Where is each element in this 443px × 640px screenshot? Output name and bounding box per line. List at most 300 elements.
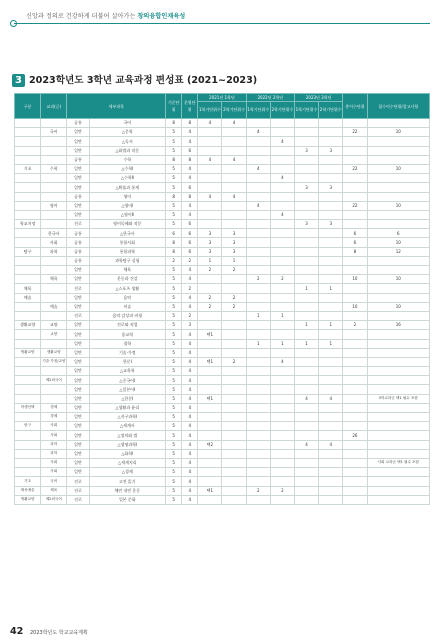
table-cell (246, 302, 270, 311)
table-cell (367, 293, 430, 302)
table-cell: 1 (198, 256, 222, 265)
table-cell (222, 486, 246, 495)
table-cell (343, 284, 367, 293)
table-cell: 종교학 (89, 330, 166, 339)
table-cell: 공통 (67, 119, 89, 128)
table-cell: 탐구 (15, 422, 41, 431)
table-cell: 2 (222, 302, 246, 311)
table-cell (270, 119, 294, 128)
table-cell (246, 376, 270, 385)
table-cell (319, 293, 343, 302)
table-cell: 5 (166, 146, 182, 155)
table-cell (294, 293, 318, 302)
table-cell (343, 357, 367, 366)
table-cell (15, 275, 41, 284)
table-cell: 2 (182, 284, 198, 293)
table-row (15, 357, 430, 366)
table-row (15, 431, 430, 440)
table-cell (246, 468, 270, 477)
table-cell: 6 (166, 229, 182, 238)
table-cell: 4 (182, 495, 198, 504)
table-cell (294, 348, 318, 357)
table-cell: 1 (294, 284, 318, 293)
table-cell: 일반 (67, 367, 89, 376)
table-cell (294, 413, 318, 422)
th-unit: 운영단위 (182, 94, 198, 119)
table-row (15, 486, 430, 495)
table-cell: 3 (182, 321, 198, 330)
table-cell (343, 367, 367, 376)
table-cell: △경제 (89, 468, 166, 477)
table-cell: 2 (166, 256, 182, 265)
table-cell (41, 385, 67, 394)
table-cell (319, 422, 343, 431)
curriculum-table (14, 93, 430, 505)
table-cell (222, 449, 246, 458)
table-cell: 10 (367, 302, 430, 311)
table-cell (198, 321, 222, 330)
table-cell (246, 137, 270, 146)
table-cell (319, 330, 343, 339)
table-cell (222, 440, 246, 449)
lower-rows (15, 330, 430, 505)
table-cell (15, 394, 41, 403)
table-cell: 5 (166, 477, 182, 486)
table-cell: 1 (270, 311, 294, 320)
table-cell (294, 311, 318, 320)
table-cell (222, 458, 246, 467)
table-cell (246, 210, 270, 219)
table-cell (198, 174, 222, 183)
table-cell (246, 192, 270, 201)
table-cell (319, 468, 343, 477)
table-row (15, 229, 430, 238)
table-cell (222, 128, 246, 137)
table-cell (270, 220, 294, 229)
table-cell: 사회 (41, 458, 67, 467)
table-cell: 2 (182, 311, 198, 320)
table-cell: 5 (166, 486, 182, 495)
table-cell: 일반 (67, 164, 89, 173)
table-cell: 4 (319, 440, 343, 449)
table-cell (294, 137, 318, 146)
table-cell: △영어Ⅰ (89, 201, 166, 210)
table-cell: 4 (182, 293, 198, 302)
table-cell (198, 137, 222, 146)
table-cell (15, 431, 41, 440)
table-cell (246, 119, 270, 128)
table-cell: 10 (367, 164, 430, 173)
table-cell (343, 422, 367, 431)
table-cell (343, 119, 367, 128)
table-cell (367, 174, 430, 183)
table-cell (343, 256, 367, 265)
table-cell (41, 220, 67, 229)
table-cell (294, 128, 318, 137)
table-cell (15, 468, 41, 477)
table-row (15, 256, 430, 265)
table-cell (222, 431, 246, 440)
table-cell: 8 (343, 247, 367, 256)
table-cell: 1 (222, 256, 246, 265)
table-row (15, 376, 430, 385)
table-cell (294, 458, 318, 467)
table-cell (270, 192, 294, 201)
table-cell (246, 357, 270, 366)
table-cell: 5 (166, 495, 182, 504)
table-cell: 6 (367, 229, 430, 238)
table-cell (246, 220, 270, 229)
table-cell (246, 321, 270, 330)
table-cell: △영어Ⅱ (89, 210, 166, 219)
table-cell (367, 137, 430, 146)
table-cell: 과학 (41, 247, 67, 256)
table-cell (41, 192, 67, 201)
table-cell: 철학 (89, 339, 166, 348)
table-cell: 진로와 직업 (89, 321, 166, 330)
table-cell (198, 146, 222, 155)
table-cell (246, 385, 270, 394)
table-cell: 일반 (67, 394, 89, 403)
table-cell: 5 (166, 413, 182, 422)
table-cell (15, 302, 41, 311)
table-cell (294, 422, 318, 431)
table-cell: 4 (182, 431, 198, 440)
table-cell: 8 (182, 155, 198, 164)
table-cell: 4 (182, 403, 198, 412)
table-cell: 예술 (15, 293, 41, 302)
th-sem1: 1학기단위수 (294, 102, 318, 119)
table-cell: 진로 (67, 477, 89, 486)
table-cell: 3 (222, 247, 246, 256)
table-cell (294, 330, 318, 339)
th-area: 구분 (15, 94, 41, 119)
table-cell: 10 (343, 275, 367, 284)
table-cell (15, 413, 41, 422)
table-cell: 일반 (67, 440, 89, 449)
table-cell (270, 422, 294, 431)
table-cell: △세계사 (89, 422, 166, 431)
table-cell: 2 (270, 486, 294, 495)
table-cell (294, 403, 318, 412)
table-cell (222, 174, 246, 183)
curriculum-table-wrap (14, 93, 430, 505)
table-cell (270, 403, 294, 412)
table-cell: 4 (182, 302, 198, 311)
table-cell (343, 413, 367, 422)
table-cell (319, 302, 343, 311)
table-cell: △화학Ⅰ (89, 449, 166, 458)
table-cell: 국어 (41, 477, 67, 486)
table-cell: 영어 (41, 201, 67, 210)
table-cell (246, 146, 270, 155)
table-cell (270, 229, 294, 238)
table-cell: 택2 (198, 440, 222, 449)
table-cell (343, 266, 367, 275)
table-cell (294, 266, 318, 275)
table-cell: 5 (166, 440, 182, 449)
table-cell: 택1 (198, 394, 222, 403)
table-cell: 사회 (41, 468, 67, 477)
table-cell: △화법과 작문 (89, 146, 166, 155)
table-cell (222, 477, 246, 486)
table-cell (270, 330, 294, 339)
table-cell (198, 210, 222, 219)
table-cell (294, 449, 318, 458)
table-cell: 공통 (67, 155, 89, 164)
table-cell (367, 495, 430, 504)
header-slogan: 신앙과 정의로 건강하게 더불어 살아가는 창의융합인재육성 (26, 13, 186, 20)
table-cell (343, 183, 367, 192)
table-cell: 4 (182, 174, 198, 183)
table-row (15, 440, 430, 449)
table-cell (246, 403, 270, 412)
table-cell (246, 155, 270, 164)
table-cell: 사회 (41, 238, 67, 247)
table-cell (270, 201, 294, 210)
table-cell (343, 495, 367, 504)
table-row (15, 155, 430, 164)
table-cell (319, 256, 343, 265)
table-cell (270, 385, 294, 394)
table-cell: 10 (367, 201, 430, 210)
table-cell: 5 (166, 385, 182, 394)
table-cell: 사회 교과군 택1 필수 포함 (367, 458, 430, 467)
table-cell: 4 (182, 330, 198, 339)
table-cell: 4 (246, 164, 270, 173)
table-cell (222, 275, 246, 284)
table-cell (367, 155, 430, 164)
table-cell: △일본어Ⅰ (89, 385, 166, 394)
table-cell (15, 458, 41, 467)
table-cell (41, 119, 67, 128)
th-2021: 2021년 1학년 (198, 94, 246, 102)
table-cell (198, 164, 222, 173)
table-cell: 6 (182, 238, 198, 247)
table-cell: 1 (319, 284, 343, 293)
table-cell: 5 (166, 330, 182, 339)
table-cell (319, 403, 343, 412)
table-cell: △확률과 통계 (89, 183, 166, 192)
table-row (15, 119, 430, 128)
table-cell (15, 376, 41, 385)
table-cell: 5 (166, 357, 182, 366)
table-cell (222, 210, 246, 219)
table-cell (367, 403, 430, 412)
table-row (15, 385, 430, 394)
table-cell (222, 330, 246, 339)
table-cell: 5 (166, 311, 182, 320)
table-cell: 일반 (67, 413, 89, 422)
header-rule (14, 23, 430, 24)
table-cell: 일반 (67, 339, 89, 348)
table-cell (367, 477, 430, 486)
upper-rows (15, 119, 430, 330)
table-cell: 22 (343, 128, 367, 137)
footer-doc-title: 2023학년도 학교교육계획 (30, 630, 88, 636)
table-cell (270, 495, 294, 504)
table-cell: 택1 (198, 486, 222, 495)
table-cell (343, 348, 367, 357)
table-cell: 4 (319, 394, 343, 403)
table-cell (270, 376, 294, 385)
table-cell: 일반 (67, 210, 89, 219)
table-cell (367, 449, 430, 458)
table-cell: 2 (222, 357, 246, 366)
table-cell (270, 247, 294, 256)
table-cell: 1 (270, 339, 294, 348)
table-cell: 5 (166, 137, 182, 146)
table-cell: 10 (367, 128, 430, 137)
table-cell (222, 403, 246, 412)
table-cell: 8 (166, 238, 182, 247)
table-cell: 공통 (67, 247, 89, 256)
table-cell: 4 (182, 385, 198, 394)
table-cell (319, 201, 343, 210)
table-cell (319, 449, 343, 458)
table-cell (246, 247, 270, 256)
table-cell: 8 (166, 247, 182, 256)
table-cell: 체육 (89, 266, 166, 275)
table-cell (222, 137, 246, 146)
table-cell (319, 477, 343, 486)
table-cell (41, 256, 67, 265)
table-cell (246, 293, 270, 302)
table-cell (198, 403, 222, 412)
table-row (15, 468, 430, 477)
table-cell: △스포츠 생활 (89, 284, 166, 293)
table-row (15, 403, 430, 412)
table-cell: 8 (182, 119, 198, 128)
table-row (15, 201, 430, 210)
table-cell: 일반 (67, 431, 89, 440)
table-cell (246, 174, 270, 183)
table-cell: 2 (198, 266, 222, 275)
table-cell (246, 348, 270, 357)
table-cell (198, 376, 222, 385)
table-cell (319, 376, 343, 385)
table-cell: 6 (343, 229, 367, 238)
th-total: 총이수단위 (343, 94, 367, 119)
table-row (15, 321, 430, 330)
table-cell (222, 495, 246, 504)
table-cell: 일반 (67, 128, 89, 137)
th-subject: 세부과목 (67, 94, 166, 119)
table-row (15, 367, 430, 376)
table-cell: 2 (198, 302, 222, 311)
table-cell: 일반 (67, 348, 89, 357)
table-cell (343, 339, 367, 348)
table-cell: 3 (198, 238, 222, 247)
table-cell: 5 (166, 174, 182, 183)
table-cell (198, 220, 222, 229)
table-cell: 일반 (67, 137, 89, 146)
table-cell (270, 293, 294, 302)
table-row (15, 458, 430, 467)
table-cell (294, 192, 318, 201)
table-row (15, 137, 430, 146)
table-cell: 사회 (41, 422, 67, 431)
table-cell (367, 210, 430, 219)
table-cell (15, 385, 41, 394)
table-cell: △한국사 (89, 229, 166, 238)
table-cell (294, 477, 318, 486)
table-cell: 4 (198, 155, 222, 164)
table-cell: 진로 (67, 495, 89, 504)
table-cell (367, 431, 430, 440)
th-req: 필수이수단위/참고사항 (367, 94, 430, 119)
table-cell: 일본 문화 (89, 495, 166, 504)
table-cell: 4 (270, 357, 294, 366)
table-cell (343, 385, 367, 394)
table-cell: 교양 (41, 330, 67, 339)
table-cell: 3 (294, 183, 318, 192)
table-cell (343, 394, 367, 403)
table-cell: 경제 (41, 413, 67, 422)
table-cell (270, 477, 294, 486)
table-cell (367, 220, 430, 229)
table-cell: 1 (246, 339, 270, 348)
table-cell (319, 119, 343, 128)
table-cell (367, 256, 430, 265)
table-cell: △정치와 법 (89, 431, 166, 440)
table-cell: △문학 (89, 128, 166, 137)
table-cell (367, 330, 430, 339)
table-cell: 3 (294, 146, 318, 155)
table-cell (246, 458, 270, 467)
table-cell: 한국사 (41, 229, 67, 238)
table-cell (15, 449, 41, 458)
table-cell: △세계지리 (89, 458, 166, 467)
table-cell: 공통 (67, 229, 89, 238)
table-cell: 학생선택 (15, 403, 41, 412)
table-cell: 생활교양 (15, 321, 41, 330)
table-cell (198, 385, 222, 394)
table-cell: 수학 (41, 164, 67, 173)
table-cell (246, 495, 270, 504)
table-cell (198, 367, 222, 376)
table-cell (198, 477, 222, 486)
table-cell: 5 (166, 128, 182, 137)
table-cell: 사회 (41, 431, 67, 440)
table-row (15, 146, 430, 155)
table-cell: 3 (319, 220, 343, 229)
table-cell (294, 164, 318, 173)
table-cell: 음악 감상과 비평 (89, 311, 166, 320)
table-cell: 10 (367, 238, 430, 247)
table-cell (246, 449, 270, 458)
table-cell: 2 (182, 256, 198, 265)
table-cell (319, 367, 343, 376)
table-cell: 택1 (198, 357, 222, 366)
table-cell: 일반 (67, 174, 89, 183)
table-cell (41, 311, 67, 320)
table-cell (198, 284, 222, 293)
table-cell (367, 422, 430, 431)
table-cell (294, 275, 318, 284)
table-cell: 4 (222, 119, 246, 128)
table-cell: 6 (182, 229, 198, 238)
table-cell: 5 (166, 164, 182, 173)
table-row (15, 422, 430, 431)
table-cell: 4 (182, 422, 198, 431)
table-cell (41, 284, 67, 293)
table-row (15, 164, 430, 173)
table-cell (294, 302, 318, 311)
table-cell (270, 458, 294, 467)
table-cell (15, 137, 41, 146)
table-cell (319, 385, 343, 394)
